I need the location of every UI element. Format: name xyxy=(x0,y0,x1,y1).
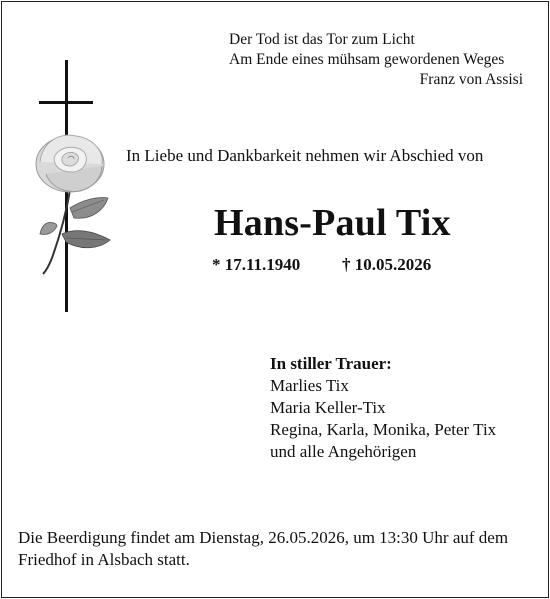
mourners-heading: In stiller Trauer: xyxy=(270,354,392,373)
quote-line-2: Am Ende eines mühsam gewordenen Weges xyxy=(229,51,505,68)
mourner-entry: und alle Angehörigen xyxy=(270,442,417,461)
quote-author: Franz von Assisi xyxy=(419,71,523,88)
death-date: † 10.05.2026 xyxy=(342,255,432,274)
quote-line-1: Der Tod ist das Tor zum Licht xyxy=(229,31,415,48)
funeral-notice: Die Beerdigung findet am Dienstag, 26.05.2026, um 13:30 Uhr auf dem Friedhof in Alsbach statt. xyxy=(18,528,509,569)
deceased-name: Hans-Paul Tix xyxy=(214,202,451,244)
mourner-entry: Regina, Karla, Monika, Peter Tix xyxy=(270,420,497,439)
mourner-entry: Maria Keller-Tix xyxy=(270,398,386,417)
cross-with-rose xyxy=(30,58,120,314)
quote-block xyxy=(229,30,523,90)
life-dates xyxy=(212,254,432,276)
mourners-block xyxy=(270,353,496,463)
rose-icon xyxy=(36,135,110,274)
birth-date: * 17.11.1940 xyxy=(212,255,301,274)
intro-text: In Liebe und Dankbarkeit nehmen wir Abschied von xyxy=(126,146,484,165)
mourner-entry: Marlies Tix xyxy=(270,376,349,395)
